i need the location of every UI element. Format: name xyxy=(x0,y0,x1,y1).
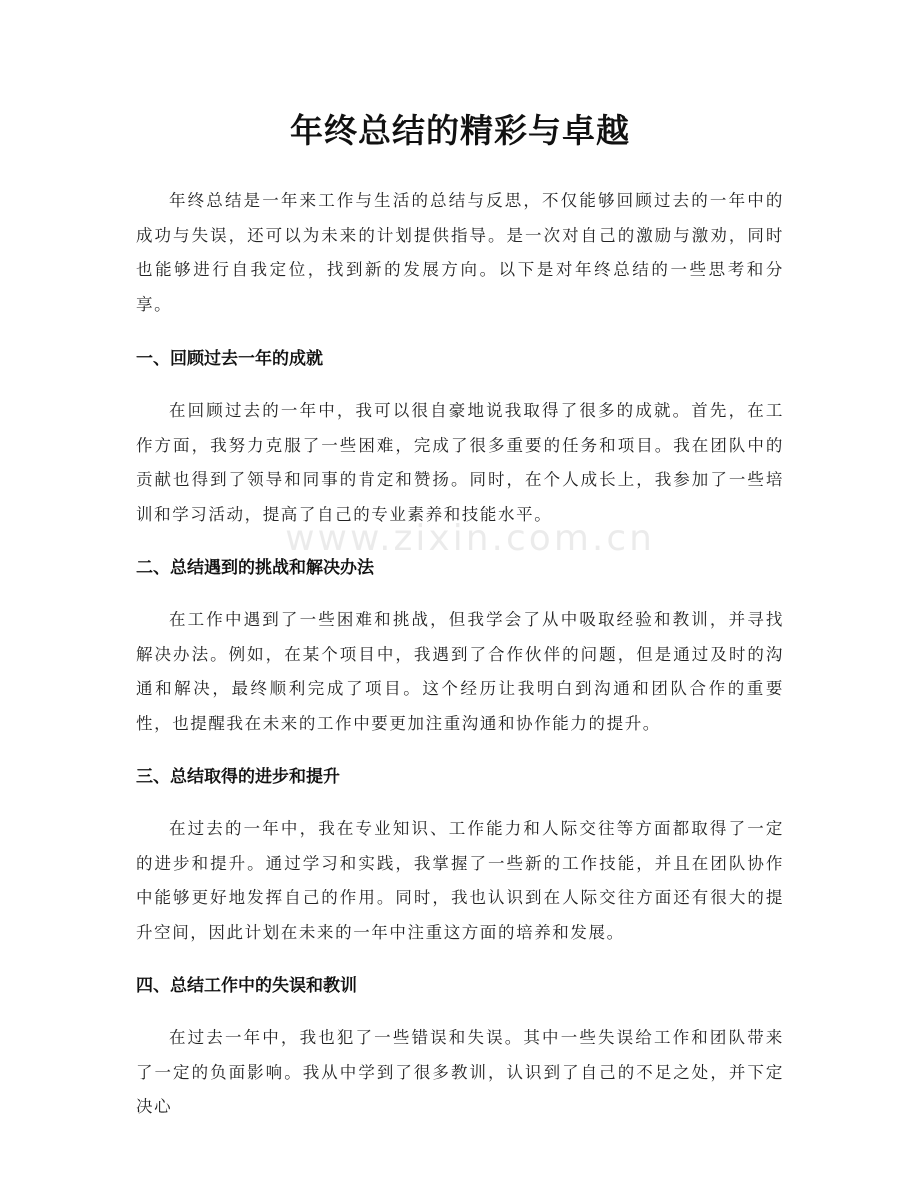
section-body-3: 在过去的一年中，我在专业知识、工作能力和人际交往等方面都取得了一定的进步和提升。通过学习和实践，我掌握了一些新的工作技能，并且在团队协作中能够更好地发挥自己的作用。同时，我也认识到在人际交往方面还有很大的提升空间，因此计划在未来的一年中注重这方面的培养和发展。 xyxy=(136,819,784,942)
document-body xyxy=(136,184,784,1125)
section-body-2: 在工作中遇到了一些困难和挑战，但我学会了从中吸取经验和教训，并寻找解决办法。例如，在某个项目中，我遇到了合作伙伴的问题，但是通过及时的沟通和解决，最终顺利完成了项目。这个经历让我明白到沟通和团队合作的重要性，也提醒我在未来的工作中要更加注重沟通和协作能力的提升。 xyxy=(136,610,784,733)
intro-paragraph: 年终总结是一年来工作与生活的总结与反思，不仅能够回顾过去的一年中的成功与失误，还可以为未来的计划提供指导。是一次对自己的激励与激劝，同时也能够进行自我定位，找到新的发展方向。以下是对年终总结的一些思考和分享。 xyxy=(136,191,784,314)
section-heading-1: 一、回顾过去一年的成就 xyxy=(136,349,323,369)
document-title: 年终总结的精彩与卓越 xyxy=(290,111,630,150)
section-heading-3: 三、总结取得的进步和提升 xyxy=(136,767,340,787)
section-heading-4: 四、总结工作中的失误和教训 xyxy=(136,976,357,996)
watermark: www.zixin.com.cn xyxy=(285,518,655,559)
section-heading-2: 二、总结遇到的挑战和解决办法 xyxy=(136,558,374,578)
section-body-1: 在回顾过去的一年中，我可以很自豪地说我取得了很多的成就。首先，在工作方面，我努力克服了一些困难，完成了很多重要的任务和项目。我在团队中的贡献也得到了领导和同事的肯定和赞扬。同时，在个人成长上，我参加了一些培训和学习活动，提高了自己的专业素养和技能水平。 xyxy=(136,401,784,524)
section-body-4: 在过去一年中，我也犯了一些错误和失误。其中一些失误给工作和团队带来了一定的负面影响。我从中学到了很多教训，认识到了自己的不足之处，并下定决心 xyxy=(136,1028,784,1116)
